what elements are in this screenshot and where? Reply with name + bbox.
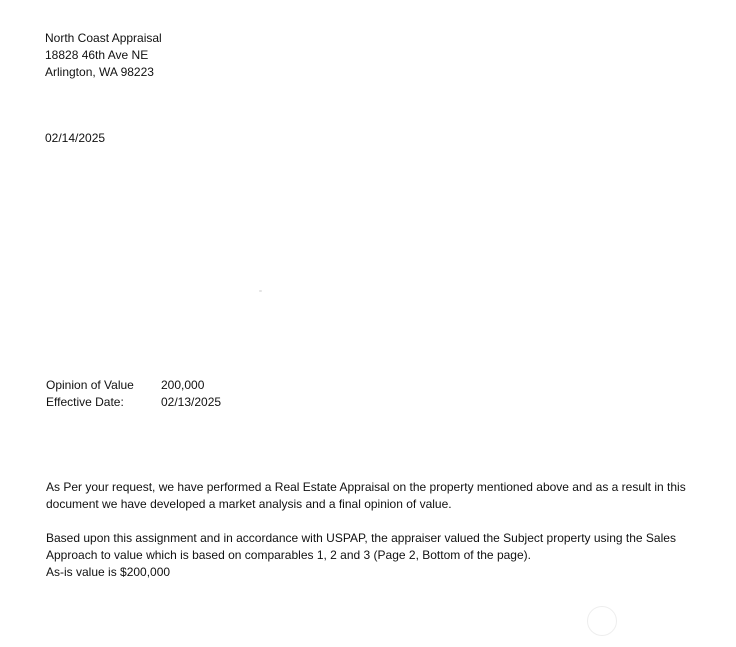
letterhead	[45, 30, 162, 81]
opinion-of-value-amount: 200,000	[161, 378, 205, 392]
company-street: 18828 46th Ave NE	[45, 48, 149, 62]
body-paragraph-as-is-value: As-is value is $200,000	[46, 565, 171, 579]
valuation-block	[46, 377, 221, 411]
effective-date-label: Effective Date:	[46, 395, 124, 409]
body-paragraph-approach: Based upon this assignment and in accordance with USPAP, the appraiser valued the Subject property using the Sales Approach to value which is based on comparables 1, 2 and 3 (Page 2, Bottom of the page).	[46, 531, 676, 562]
letter-body	[46, 479, 706, 581]
faint-circle-mark	[587, 606, 617, 636]
company-city: Arlington, WA 98223	[45, 65, 154, 79]
body-paragraph-request: As Per your request, we have performed a Real Estate Appraisal on the property mentioned above and as a result in this document we have developed a market analysis and a final opinion of value.	[46, 480, 686, 511]
scan-speck	[259, 290, 262, 292]
effective-date-row	[46, 394, 221, 411]
opinion-of-value-label: Opinion of Value	[46, 378, 134, 392]
opinion-of-value-row	[46, 377, 221, 394]
company-name: North Coast Appraisal	[45, 31, 162, 45]
effective-date-value: 02/13/2025	[161, 395, 222, 409]
letter-date: 02/14/2025	[45, 131, 106, 145]
